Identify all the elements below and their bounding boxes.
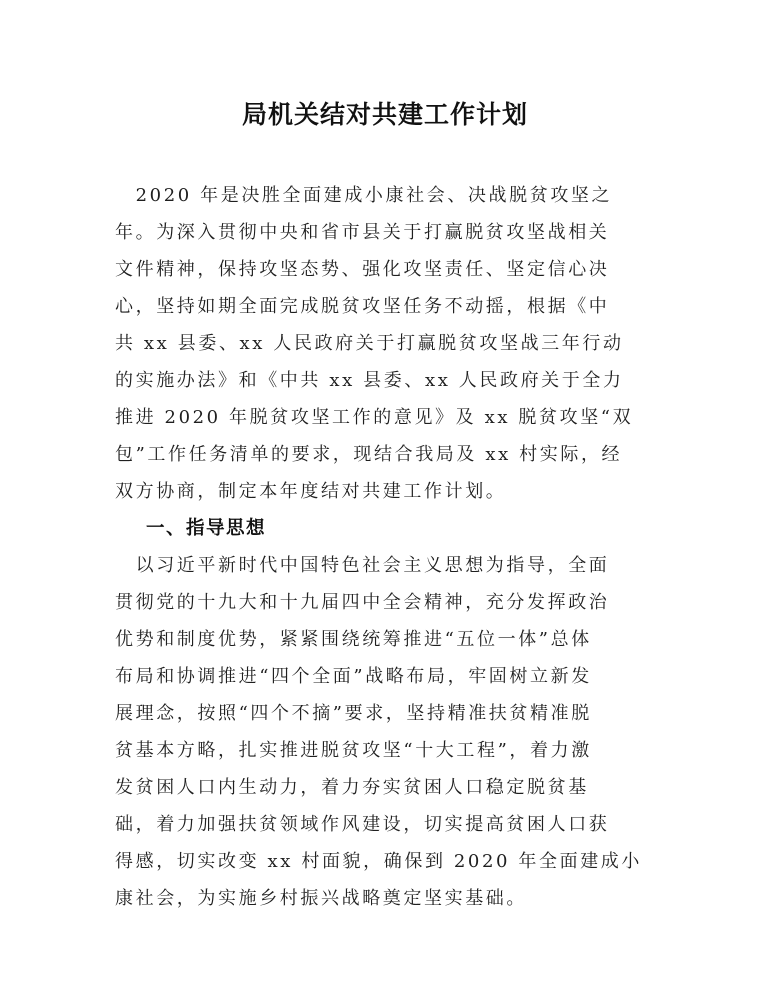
section-line: 得感，切实改变 xx 村面貌，确保到 2020 年全面建成小: [115, 851, 642, 872]
intro-line: 的实施办法》和《中共 xx 县委、xx 人民政府关于全力: [115, 370, 624, 391]
intro-line: 双方协商，制定本年度结对共建工作计划。: [115, 481, 507, 502]
section-line: 康社会，为实施乡村振兴战略奠定坚实基础。: [115, 888, 527, 909]
section-line: 础，着力加强扶贫领域作风建设，切实提高贫困人口获: [115, 814, 610, 835]
section-line: 展理念，按照“四个不摘”要求，坚持精准扶贫精准脱: [115, 703, 592, 724]
intro-line: 2020 年是决胜全面建成小康社会、决战脱贫攻坚之: [115, 185, 613, 206]
section-line: 发贫困人口内生动力，着力夯实贫困人口稳定脱贫基: [115, 777, 589, 798]
intro-line: 包”工作任务清单的要求，现结合我局及 xx 村实际，经: [115, 444, 623, 465]
intro-line: 年。为深入贯彻中央和省市县关于打赢脱贫攻坚战相关: [115, 222, 610, 243]
section-line: 贯彻党的十九大和十九届四中全会精神，充分发挥政治: [115, 592, 610, 613]
intro-line: 文件精神，保持攻坚态势、强化攻坚责任、坚定信心决: [115, 259, 610, 280]
section-heading: 一、指导思想: [146, 518, 267, 539]
section-line: 贫基本方略，扎实推进脱贫攻坚“十大工程”，着力激: [115, 740, 592, 761]
section-line: 以习近平新时代中国特色社会主义思想为指导，全面: [115, 555, 610, 576]
document-title: 局机关结对共建工作计划: [241, 100, 528, 129]
section-line: 优势和制度优势，紧紧围绕统筹推进“五位一体”总体: [115, 629, 592, 650]
intro-line: 推进 2020 年脱贫攻坚工作的意见》及 xx 脱贫攻坚“双: [115, 407, 634, 428]
section-line: 布局和协调推进“四个全面”战略布局，牢固树立新发: [115, 666, 592, 687]
intro-line: 共 xx 县委、xx 人民政府关于打赢脱贫攻坚战三年行动: [115, 333, 624, 354]
intro-line: 心，坚持如期全面完成脱贫攻坚任务不动摇，根据《中: [115, 296, 610, 317]
